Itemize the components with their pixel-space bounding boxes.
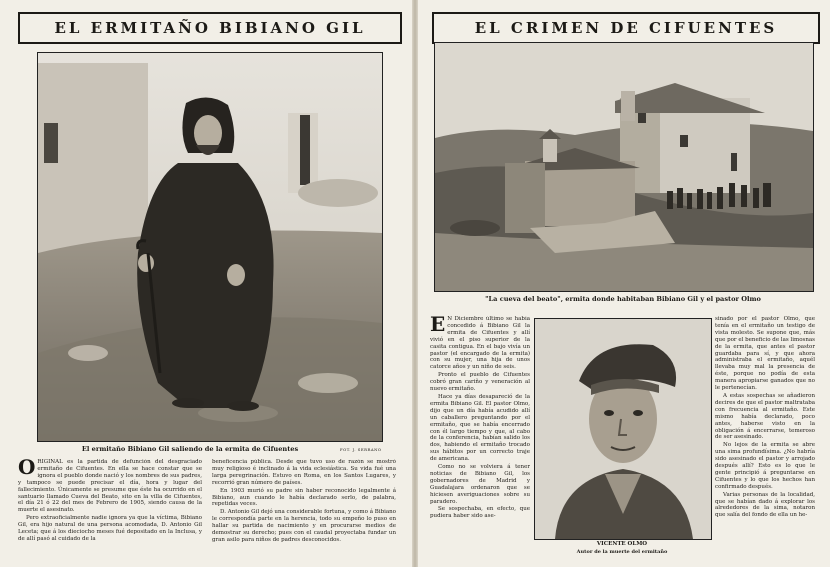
- olmo-portrait: [534, 318, 712, 540]
- right-article-col2: [715, 316, 815, 564]
- right-col2-para3: No lejos de la ermita se abre una sima profundísima. ¿No habría sido asesinado el pastor y arrojado después allí? Esto es lo que le gente principió á preguntarse en Cifuentes y lo que los hechos han confirmado después.: [715, 442, 815, 490]
- left-col1-para2: Pero extraoficialmente nadie ignora ya que la víctima, Bibiano Gil, era hijo natural de una persona acomodada, D. Antonio Gil Leceta; que á los dieciocho meses fué depositado en la Inclusa, y de allí pasó al cuidado de la: [18, 515, 202, 542]
- right-article-col1: [430, 316, 530, 564]
- right-title: [432, 12, 820, 44]
- hermit-photo: [37, 52, 383, 442]
- hermitage-photo-caption: "La cueva del beato", ermita donde habitaban Bibiano Gil y el pastor Olmo: [485, 295, 761, 303]
- right-col1-para4: Como no se volviera á tener noticias de Bibiano Gil, los gobernadores de Madrid y Guadalajara ordenaron que se hiciesen averiguaciones sobre su paradero.: [430, 464, 530, 505]
- right-col1-para2: Pronto el pueblo de Cifuentes cobró gran cariño y veneración al nuevo ermitaño.: [430, 372, 530, 393]
- left-title: [18, 12, 402, 44]
- photo-credit: FOT. J. SERRANO: [340, 447, 382, 452]
- portrait-name: VICENTE OLMO: [596, 541, 648, 547]
- right-col1-para1-text: N Diciembre último se había concedido á Bibiano Gil la ermita de Cifuentes y allí vivió en el piso superior de la casita contigua. En el bajo vivía un pastor (el encargado de la ermita) con su mujer, una hija de unos catorce años y un niño de seis.: [430, 316, 530, 371]
- left-title-text: EL ERMITAÑO BIBIANO GIL: [54, 19, 366, 37]
- hermitage-photo: [434, 42, 814, 292]
- dropcap-e: E: [430, 316, 446, 336]
- right-col1-para3: Hace ya días desapareció de la ermita Bibiano Gil. El pastor Olmo, dijo que un día había acudido allí un caballero preguntando por el ermitaño, que se había encerrado con él largo tiempo y que, al cabo de la conferencia, habían salido los dos, habiendo el ermitaño trocado sus hábitos por un correcto traje de americana.: [430, 393, 530, 463]
- right-col1-para5: Se sospechaba, en efecto, que pudiera haber sido ase-: [430, 506, 530, 520]
- dropcap-o: O: [18, 459, 36, 479]
- right-col1-para1: [430, 316, 530, 371]
- left-col1-para1: [18, 459, 202, 514]
- left-col1-para1-text: RIGINAL es la partida de defunción del desgraciado ermitaño de Cifuentes. En ella se hace constar que se ignora el pueblo donde nació y los nombres de sus padres, y tampoco se puede precisar el día, hora y lugar del fallecimiento. Únicamente se presume que éste ha ocurrido en el santuario llamado Cueva del Beato, sito en la villa de Cifuentes, el día 21 ó 22 del mes de Febrero de 1905, siendo causa de la muerte el asesinato.: [18, 459, 202, 514]
- hermit-photo-caption: El ermitaño Bibiano Gil saliendo de la ermita de Cifuentes: [81, 445, 299, 453]
- hermitage-photo-image: [435, 43, 813, 291]
- left-article-col1: [18, 459, 202, 563]
- right-col2-para1: sinado por el pastor Olmo, que tenía en el ermitaño un testigo de vista molesto. Se supone que, más que por el beneficio de las limosnas de la ermita, que antes el pastor guardaba para sí, y que ahora administraba el ermitaño, aquél llevaba muy mal la presencia de éste, porque no podía de esta manera apropiarse ganados que no le pertenecían.: [715, 316, 815, 392]
- left-article-col2: [212, 459, 396, 563]
- left-page: [0, 0, 412, 567]
- left-col2-para1: beneficencia pública. Desde que tuvo uso de razón se mostró muy religioso é inclinado á la vida eclesiástica. Su vida fué una larga peregrinación. Estuvo en Roma, en los Santos Lugares, y recorrió gran número de países.: [212, 459, 396, 486]
- right-title-text: EL CRIMEN DE CIFUENTES: [474, 19, 778, 37]
- left-col2-para2: En 1903 murió su padre sin haber reconocido legalmente á Bibiano, aun cuando le había declarado serlo, de palabra, repetidas veces.: [212, 487, 396, 508]
- right-col2-para2: A estas sospechas se añadieron decires de que el pastor maltrataba con frecuencia al ermitaño. Este mismo había declarado, poco antes, haberse visto en la obligación á encerrarse, temeroso de ser asesinado.: [715, 392, 815, 441]
- olmo-portrait-image: [535, 319, 711, 539]
- left-col2-para3: D. Antonio Gil dejó una considerable fortuna, y como á Bibiano le correspondía parte en la herencia, todo su empeño lo puso en hallar su partida de nacimiento y en procurarse medios de demostrar su derecho; pues con el caudal proyectaba fundar un gran asilo para niños de padres desconocidos.: [212, 509, 396, 543]
- right-page: [418, 0, 830, 567]
- hermit-photo-image: [38, 53, 382, 441]
- right-col2-para4: Varias personas de la localidad, que se habían dado á explorar los alrededores de la sima, notaron que salía del fondo de ella un he-: [715, 491, 815, 519]
- portrait-subtitle: Autor de la muerte del ermitaño: [576, 549, 668, 555]
